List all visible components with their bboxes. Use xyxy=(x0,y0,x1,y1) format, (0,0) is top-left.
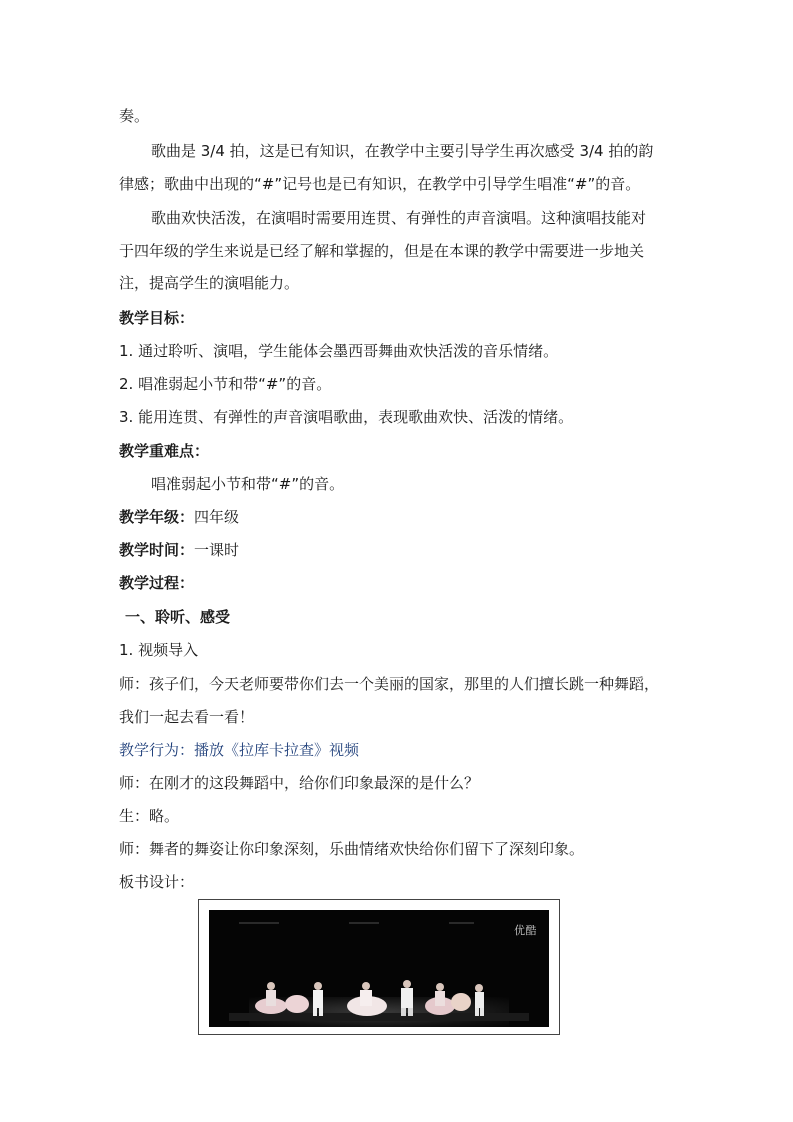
process-heading: 教学过程： xyxy=(119,574,195,592)
subsection-title: 1. 视频导入 xyxy=(119,641,199,659)
goal-item-3: 3. 能用连贯、有弹性的声音演唱歌曲，表现歌曲欢快、活泼的情绪。 xyxy=(119,408,574,426)
time-value: 一课时 xyxy=(194,541,240,559)
difficulty-heading: 教学重难点： xyxy=(119,442,210,460)
time-line xyxy=(119,540,239,560)
video-watermark: 优酷 xyxy=(514,924,537,937)
teacher-line-1: 师：孩子们，今天老师要带你们去一个美丽的国家，那里的人们擅长跳一种舞蹈， xyxy=(119,675,660,693)
difficulty-text: 唱准弱起小节和带“#”的音。 xyxy=(151,475,345,493)
goal-item-1: 1. 通过聆听、演唱，学生能体会墨西哥舞曲欢快活泼的音乐情绪。 xyxy=(119,342,559,360)
teaching-action: 教学行为：播放《拉库卡拉查》视频 xyxy=(119,741,360,759)
time-label: 教学时间： xyxy=(119,541,195,559)
goals-heading: 教学目标： xyxy=(119,309,195,327)
teacher-line-2: 师：在刚才的这段舞蹈中，给你们印象最深的是什么？ xyxy=(119,774,480,792)
teacher-line-1-cont: 我们一起去看一看！ xyxy=(119,708,255,726)
student-line: 生：略。 xyxy=(119,807,180,825)
video-frame xyxy=(209,910,549,1027)
paragraph-2-line-2: 于四年级的学生来说是已经了解和掌握的，但是在本课的教学中需要进一步地关 xyxy=(119,242,645,260)
grade-line xyxy=(119,507,239,527)
teacher-line-3: 师：舞者的舞姿让你印象深刻，乐曲情绪欢快给你们留下了深刻印象。 xyxy=(119,840,585,858)
grade-label: 教学年级： xyxy=(119,508,195,526)
paragraph-2-line-1: 歌曲欢快活泼，在演唱时需要用连贯、有弹性的声音演唱。这种演唱技能对 xyxy=(151,209,647,227)
dancers-illustration xyxy=(209,910,549,1027)
board-design-label: 板书设计： xyxy=(119,873,195,891)
grade-value: 四年级 xyxy=(194,508,240,526)
paragraph-1-line-2: 律感；歌曲中出现的“#”记号也是已有知识，在教学中引导学生唱准“#”的音。 xyxy=(119,175,641,193)
paragraph-2-line-3: 注，提高学生的演唱能力。 xyxy=(119,274,300,292)
video-still-figure xyxy=(198,899,560,1035)
paragraph-1-line-1: 歌曲是 3/4 拍，这是已有知识，在教学中主要引导学生再次感受 3/4 拍的韵 xyxy=(151,142,654,160)
goal-item-2: 2. 唱准弱起小节和带“#”的音。 xyxy=(119,375,332,393)
section-title: 一、聆听、感受 xyxy=(125,608,231,626)
paragraph-continuation: 奏。 xyxy=(119,107,150,125)
